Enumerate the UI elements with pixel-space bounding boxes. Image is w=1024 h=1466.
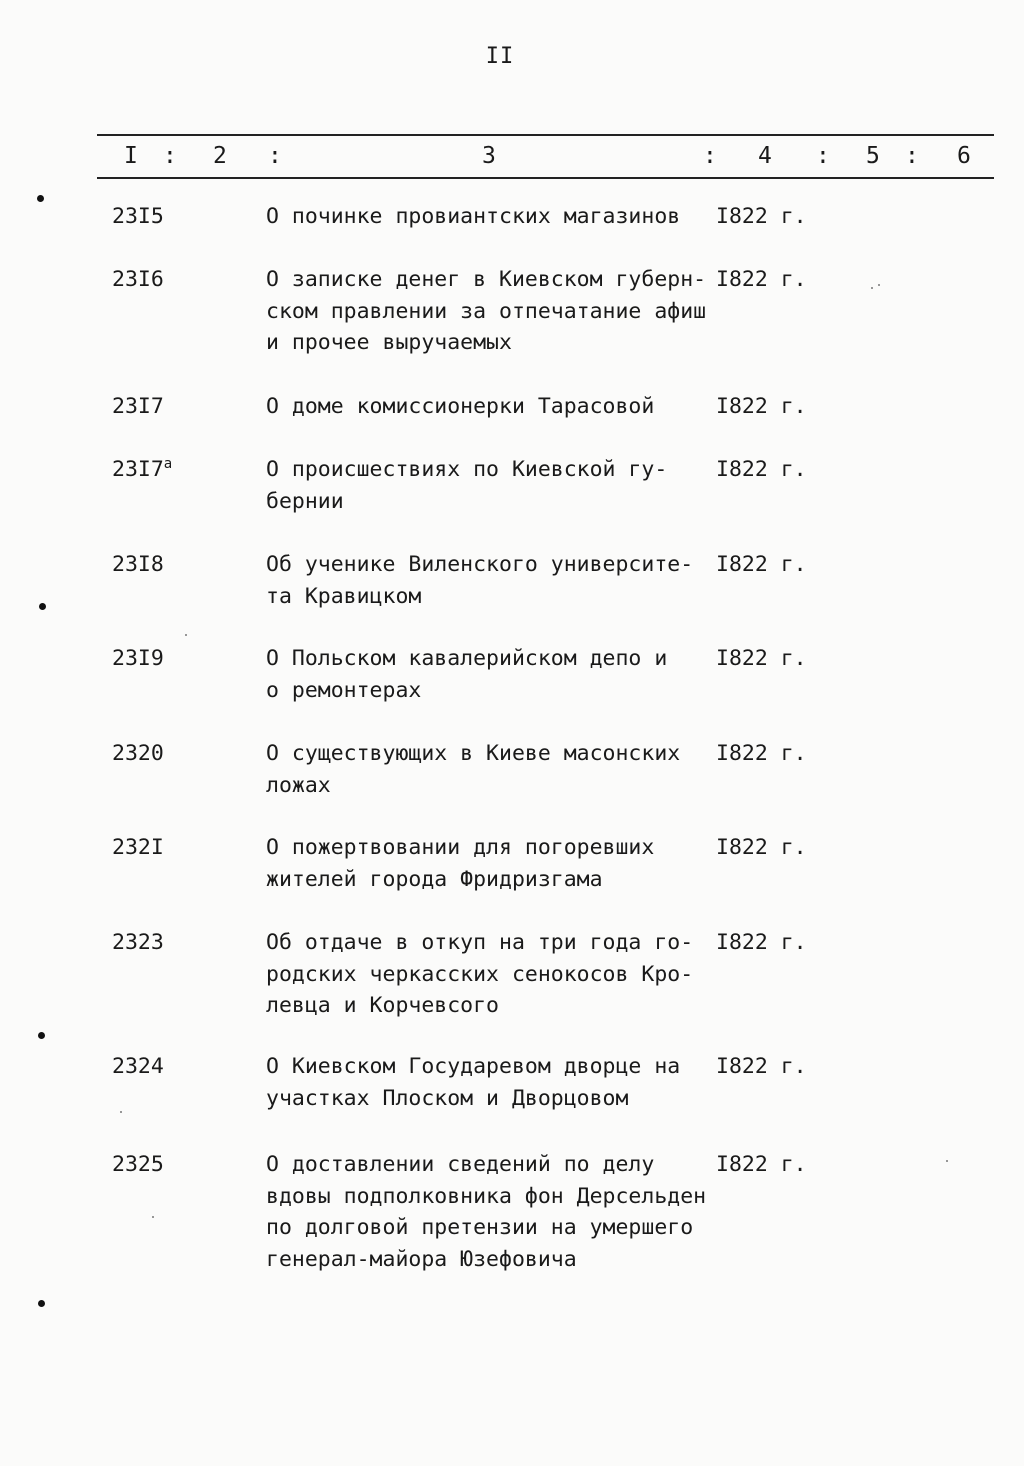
- case-description: О доставлении сведений по делу вдовы подполковника фон Дерсельден по долговой претензии на умершего генерал-майора Юзефовича: [266, 1152, 707, 1272]
- case-description: О пожертвовании для погоревших жителей города Фридризгама: [266, 835, 655, 892]
- case-description: Об отдаче в откуп на три года го- родских черкасских сенокосов Кро- левца и Корчевсого: [266, 930, 694, 1018]
- case-description: О Киевском Государевом дворце на участках Плоском и Дворцовом: [266, 1054, 681, 1111]
- header-col-4: 4: [758, 143, 772, 169]
- punch-hole-mark: [38, 1032, 45, 1039]
- case-number: 2324: [112, 1054, 164, 1079]
- punch-hole-mark: [38, 1300, 45, 1307]
- header-col-2: 2: [213, 143, 227, 169]
- case-description: Об ученике Виленского университе- та Кравицком: [266, 552, 694, 609]
- case-year: I822 г.: [716, 457, 807, 482]
- case-year: I822 г.: [716, 1054, 807, 1079]
- case-number: 232I: [112, 835, 164, 860]
- case-year: I822 г.: [716, 741, 807, 766]
- scan-speck: [120, 1111, 122, 1113]
- case-year: I822 г.: [716, 552, 807, 577]
- header-col-3: 3: [482, 143, 496, 169]
- case-number: 2320: [112, 741, 164, 766]
- table-top-rule: [97, 134, 994, 136]
- header-sep: :: [163, 143, 177, 169]
- case-year: I822 г.: [716, 204, 807, 229]
- case-description: О происшествиях по Киевской гу- бернии: [266, 457, 668, 514]
- case-year: I822 г.: [716, 267, 807, 292]
- case-number: 23I6: [112, 267, 164, 292]
- scan-speck: [152, 1216, 154, 1218]
- header-col-6: 6: [957, 143, 971, 169]
- scan-speck: [946, 1160, 948, 1162]
- case-year: I822 г.: [716, 930, 807, 955]
- table-header-bottom-rule: [97, 177, 994, 179]
- header-col-1: I: [124, 143, 138, 169]
- case-number: 23I7: [112, 394, 164, 419]
- case-number: 23I5: [112, 204, 164, 229]
- header-sep: :: [268, 143, 282, 169]
- header-col-5: 5: [866, 143, 880, 169]
- header-sep: :: [816, 143, 830, 169]
- case-number: 2325: [112, 1152, 164, 1177]
- punch-hole-mark: [37, 195, 44, 202]
- scan-speck: [878, 284, 880, 286]
- case-description: О починке провиантских магазинов: [266, 204, 681, 229]
- case-year: I822 г.: [716, 394, 807, 419]
- header-sep: :: [905, 143, 919, 169]
- case-number-base: 23I7: [112, 457, 164, 482]
- case-description: О доме комиссионерки Тарасовой: [266, 394, 655, 419]
- case-description: О существующих в Киеве масонских ложах: [266, 741, 681, 798]
- case-number: 2323: [112, 930, 164, 955]
- case-description: О записке денег в Киевском губерн- ском правлении за отпечатание афиш и прочее выручаемых: [266, 267, 707, 355]
- case-number: 23I9: [112, 646, 164, 671]
- scan-speck: [185, 634, 187, 636]
- case-number: [112, 454, 172, 486]
- case-number: 23I8: [112, 552, 164, 577]
- page-number: II: [485, 44, 515, 69]
- case-description: О Польском кавалерийском депо и о ремонтерах: [266, 646, 668, 703]
- header-sep: :: [703, 143, 717, 169]
- punch-hole-mark: [39, 603, 46, 610]
- case-year: I822 г.: [716, 835, 807, 860]
- case-number-suffix: а: [163, 455, 173, 472]
- case-year: I822 г.: [716, 646, 807, 671]
- scan-speck: [871, 287, 873, 289]
- case-year: I822 г.: [716, 1152, 807, 1177]
